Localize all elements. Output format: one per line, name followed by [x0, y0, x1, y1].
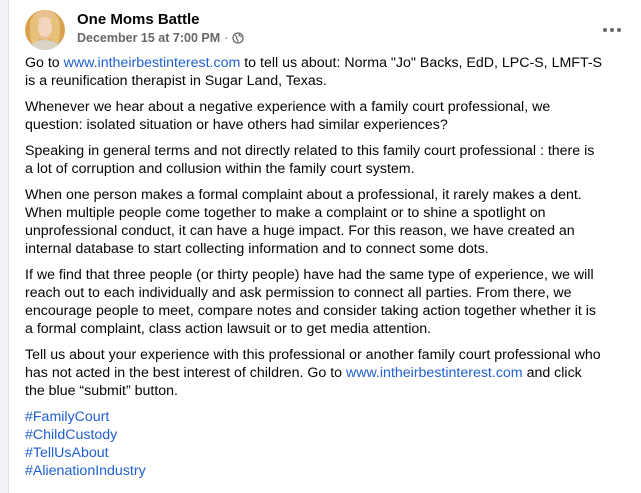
paragraph-6 — [25, 346, 605, 400]
paragraph-4: When one person makes a formal complaint about a professional, it rarely makes a dent. When multiple people come together to make a complaint or to shine a spotlight on unprofessional conduct, it can have a huge impact. For this reason, we have created an internal database to start collecting information and to connect some dots. — [25, 187, 582, 257]
website-link[interactable]: www.intheirbestinterest.com — [63, 55, 241, 71]
paragraph-text: Tell us about your experience with this professional or another family court professional who has not acted in the best interest of children. Go to — [25, 347, 601, 381]
hashtag-childcustody[interactable]: #ChildCustody — [25, 427, 118, 443]
dot-icon — [617, 28, 621, 32]
paragraph-3: Speaking in general terms and not directly related to this family court professional : there is a lot of corruption and collusion within the family court system. — [25, 143, 595, 177]
paragraph-2: Whenever we hear about a negative experience with a family court professional, we question: isolated situation or have others had similar experiences? — [25, 99, 551, 133]
paragraph-text: and click the blue “submit” button. — [25, 365, 582, 399]
hashtag-tellusabout[interactable]: #TellUsAbout — [25, 445, 109, 461]
hashtag-familycourt[interactable]: #FamilyCourt — [25, 409, 110, 425]
post-meta — [77, 31, 244, 45]
post-date[interactable]: December 15 at 7:00 PM — [77, 31, 221, 45]
more-options-button[interactable] — [599, 24, 625, 36]
globe-icon — [232, 32, 244, 44]
paragraph-1 — [25, 54, 605, 90]
paragraph-text: Go to — [25, 55, 64, 71]
author-name[interactable]: One Moms Battle — [77, 11, 200, 28]
dot-icon — [610, 28, 614, 32]
avatar[interactable] — [25, 10, 65, 50]
meta-separator: · — [224, 31, 229, 45]
website-link[interactable]: www.intheirbestinterest.com — [346, 365, 523, 381]
hashtag-list — [25, 408, 605, 480]
paragraph-5: If we find that three people (or thirty people) have had the same type of experience, we will reach out to each individually and ask permission to connect all parties. From there, we encourage people to meet, compare notes and consider taking action together whether it is a formal complaint, class action lawsuit or to get media attention. — [25, 267, 597, 337]
hashtag-alienationindustry[interactable]: #AlienationIndustry — [25, 463, 146, 479]
post-card — [8, 0, 641, 493]
paragraph-text: to tell us about: Norma "Jo" Backs, EdD, LPC-S, LMFT-S is a reunification therapist in Sugar Land, Texas. — [25, 55, 603, 89]
dot-icon — [603, 28, 607, 32]
post-body — [25, 54, 605, 480]
post-header — [25, 10, 625, 50]
